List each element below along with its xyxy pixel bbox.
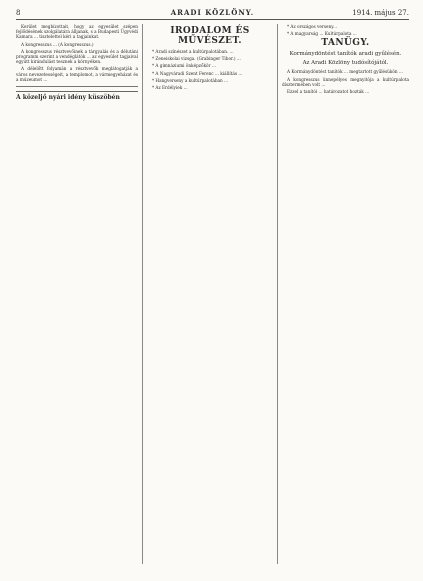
article-paragraph: * A gimnáziumi önképzőkör ... bbox=[152, 63, 216, 69]
article-paragraph: A kongresszus ünnepélyes megnyitója a kultúrpalota dísztermében volt ... bbox=[282, 76, 409, 87]
article-paragraph: * Aradi színészet a kultúrpalotában. ... bbox=[152, 49, 234, 54]
article-paragraph: A Kormánydöntést tanítók ... megtartott gyűlésükön ... bbox=[287, 69, 403, 75]
column-3 bbox=[282, 24, 409, 564]
article-paragraph: A délelőtt folyamán a résztvevők meglátogatják a város nevezetességeit, a templomot, a vármegyeházat és a múzeumot ... bbox=[16, 66, 138, 82]
page-header bbox=[16, 7, 409, 20]
section-subhead: Az Aradi Közlöny tudósítójától. bbox=[302, 60, 389, 67]
column-divider bbox=[277, 24, 278, 564]
article-paragraph: Kerület megbízottait, hogy az egyesület szépen fejlődésének szolgálatára álljanak, s a Budapesti Ügyvédi Kamara ... tisztelettel kéri a tagjainkat. bbox=[16, 24, 138, 40]
article-paragraph: * A magyarság ... Kultúrpalota ... bbox=[287, 31, 357, 37]
article-paragraph: * Zeneiskolai vizsga. (Grabinger Tibor.) ... bbox=[152, 56, 241, 62]
column-1 bbox=[16, 24, 138, 564]
newspaper-title: ARADI KÖZLÖNY. bbox=[170, 8, 255, 17]
issue-date: 1914. május 27. bbox=[352, 9, 409, 17]
section-subtitle: Kormánydöntést tanítók aradi gyűlésén. bbox=[289, 51, 402, 58]
page-number: 8 bbox=[16, 9, 21, 17]
section-title: TANÜGY. bbox=[321, 38, 370, 49]
article-paragraph: * Az Erdélyiek ... bbox=[152, 85, 188, 91]
article-paragraph: A kongresszus résztvevőinek a tárgyalás és a délutáni programm szerint a vendéglátók ... az egyesület tagjaival együtt kirándulást tesznek a környéken. bbox=[16, 48, 138, 65]
article-heading: A közeljő nyári idény küszöbén bbox=[16, 91, 138, 101]
divider bbox=[16, 86, 138, 87]
article-paragraph: * A Nagyváradi Szent Ferenc ... kiállítás ... bbox=[152, 70, 243, 76]
column-divider bbox=[142, 24, 143, 564]
section-title: IRODALOM ÉS MŰVÉSZET. bbox=[170, 26, 250, 46]
article-paragraph: Ezzel a tanítói ... határozatot hozták ... bbox=[287, 89, 370, 95]
article-paragraph: * Az országos verseny... bbox=[287, 24, 338, 29]
article-paragraph: * Hangverseny a kultúrpalotában ... bbox=[152, 77, 229, 83]
column-2 bbox=[147, 24, 273, 564]
article-paragraph: A kongresszus ... (A kongresszus.) bbox=[21, 41, 94, 47]
